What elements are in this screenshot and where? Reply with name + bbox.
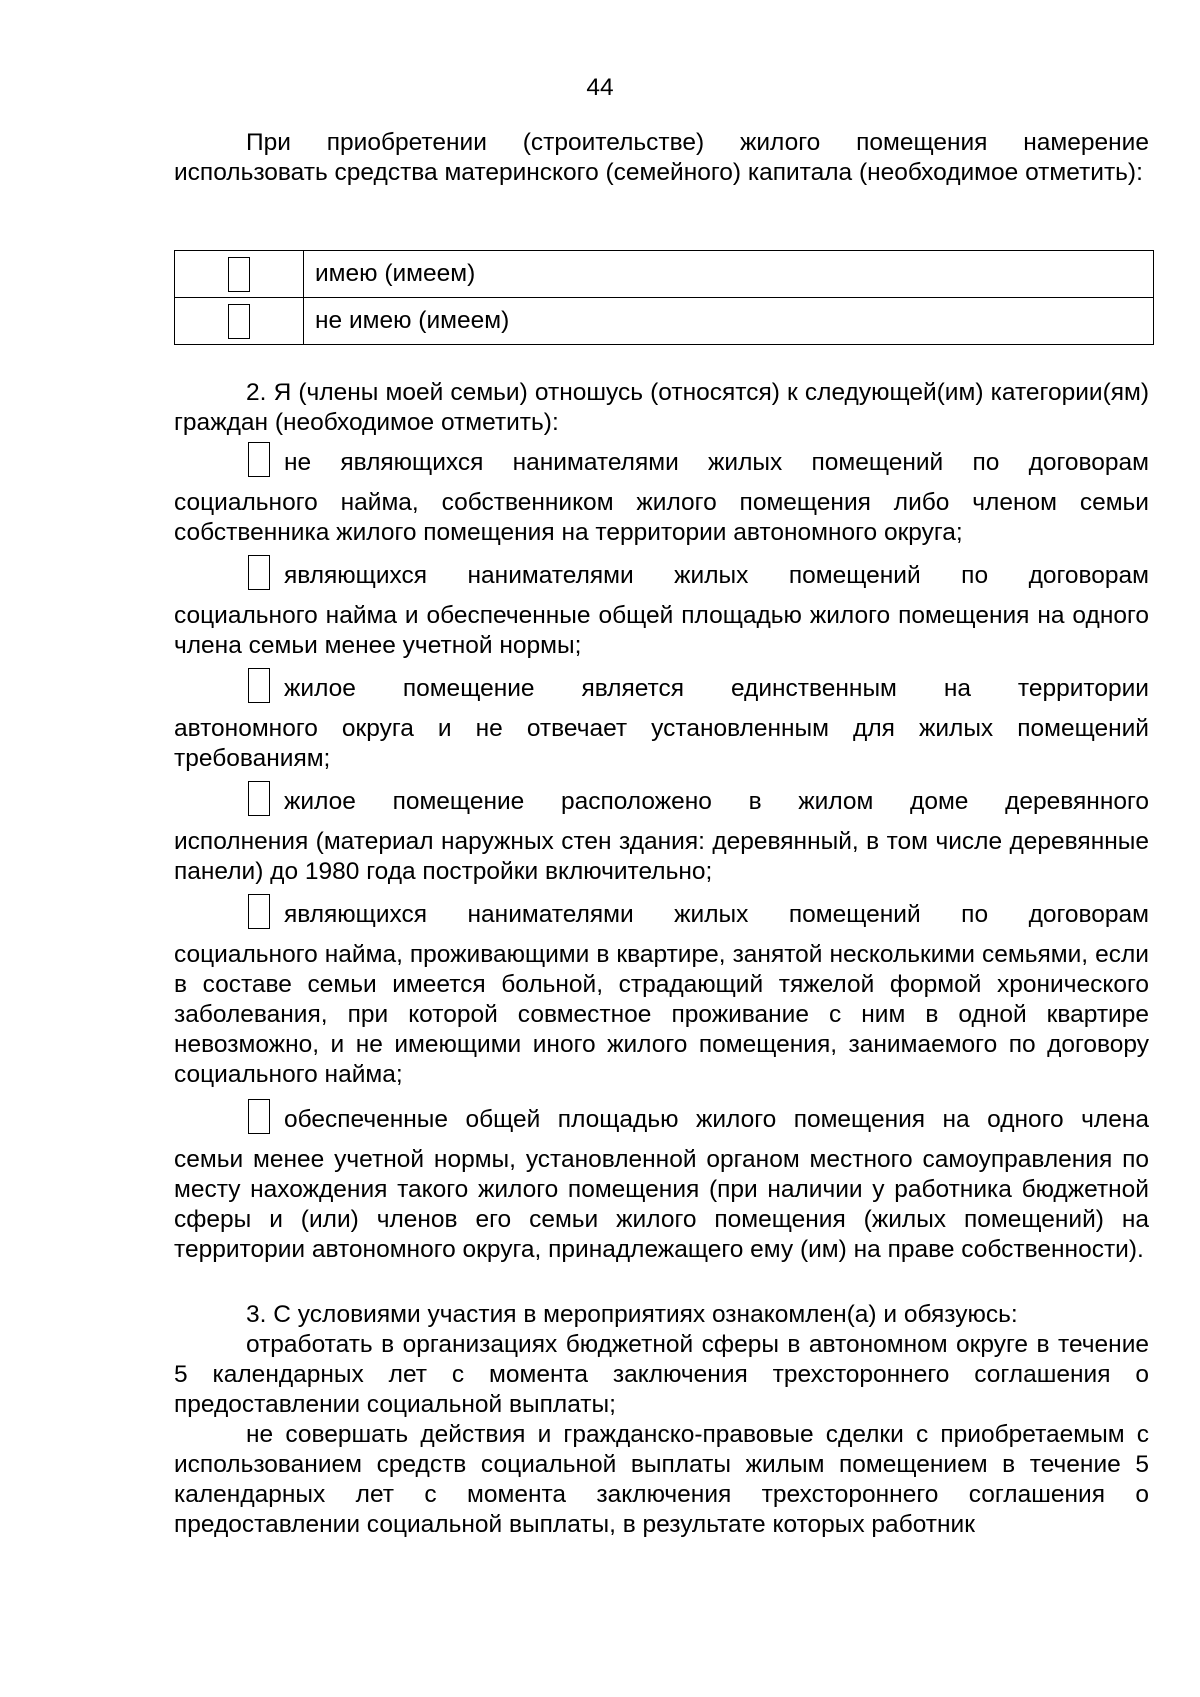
category-item <box>174 448 1149 548</box>
category-2-text: социального найма и обеспеченные общей площадью жилого помещения на одного члена семьи менее учетной нормы; <box>174 602 1149 659</box>
category-1-checkbox[interactable] <box>248 442 270 477</box>
category-3-checkbox[interactable] <box>248 668 270 703</box>
option-not-have-label: не имею (имеем) <box>304 298 1154 345</box>
section-2-block <box>174 378 1149 438</box>
section-3-block <box>174 1300 1149 1540</box>
category-3-text: автономного округа и не отвечает установленным для жилых помещений требованиям; <box>174 715 1149 772</box>
section-3-paragraph-1: отработать в организациях бюджетной сферы в автономном округе в течение 5 календарных лет с момента заключения трехстороннего соглашения о предоставлении социальной выплаты; <box>174 1331 1149 1418</box>
category-item <box>174 900 1149 1090</box>
category-5-first-line: являющихся нанимателями жилых помещений по договорам <box>284 901 1149 928</box>
category-3-first-line: жилое помещение является единственным на территории <box>284 675 1149 702</box>
category-1-first-line: не являющихся нанимателями жилых помещений по договорам <box>284 449 1149 476</box>
intro-paragraph: При приобретении (строительстве) жилого помещения намерение использовать средства материнского (семейного) капитала (необходимое отметить): <box>174 129 1149 186</box>
category-4-first-line: жилое помещение расположено в жилом доме деревянного <box>284 788 1149 815</box>
category-5-checkbox[interactable] <box>248 894 270 929</box>
category-6-checkbox[interactable] <box>248 1099 270 1134</box>
category-6-text: семьи менее учетной нормы, установленной органом местного самоуправления по месту нахождения такого жилого помещения (при наличии у работника бюджетной сферы и (или) членов его семьи жилого помещения (жилых помещений) на территории автономного округа, принадлежащего ему (им) на праве собственности). <box>174 1146 1149 1263</box>
category-4-checkbox[interactable] <box>248 781 270 816</box>
option-row-not-have <box>175 298 1154 345</box>
page-number: 44 <box>586 74 614 101</box>
section-2-heading: 2. Я (члены моей семьи) отношусь (относятся) к следующей(им) категории(ям) граждан (необходимое отметить): <box>174 379 1149 436</box>
category-6-first-line: обеспеченные общей площадью жилого помещения на одного члена <box>284 1106 1149 1133</box>
category-5-text: социального найма, проживающими в квартире, занятой несколькими семьями, если в составе семьи имеется больной, страдающий тяжелой формой хронического заболевания, при которой совместное проживание с ним в одной квартире невозможно, и не имеющими иного жилого помещения, занимаемого по договору социального найма; <box>174 941 1149 1088</box>
category-item <box>174 561 1149 661</box>
option-row-have <box>175 251 1154 298</box>
option-not-have-checkbox[interactable] <box>228 304 250 339</box>
capital-options-table <box>174 250 1154 345</box>
category-item <box>174 787 1149 887</box>
category-2-first-line: являющихся нанимателями жилых помещений по договорам <box>284 562 1149 589</box>
option-have-checkbox[interactable] <box>228 257 250 292</box>
category-2-checkbox[interactable] <box>248 555 270 590</box>
option-have-label: имею (имеем) <box>304 251 1154 298</box>
section-3-paragraph-2: не совершать действия и гражданско-правовые сделки с приобретаемым с использованием средств социальной выплаты жилым помещением в течение 5 календарных лет с момента заключения трехстороннего соглашения о предоставлении социальной выплаты, в результате которых работник <box>174 1421 1149 1538</box>
category-item <box>174 1105 1149 1265</box>
category-4-text: исполнения (материал наружных стен здания: деревянный, в том числе деревянные панели) до 1980 года постройки включительно; <box>174 828 1149 885</box>
intro-block <box>174 128 1149 188</box>
category-1-text: социального найма, собственником жилого помещения либо членом семьи собственника жилого помещения на территории автономного округа; <box>174 489 1149 546</box>
section-3-heading: 3. С условиями участия в мероприятиях ознакомлен(а) и обязуюсь: <box>246 1301 1018 1328</box>
category-item <box>174 674 1149 774</box>
